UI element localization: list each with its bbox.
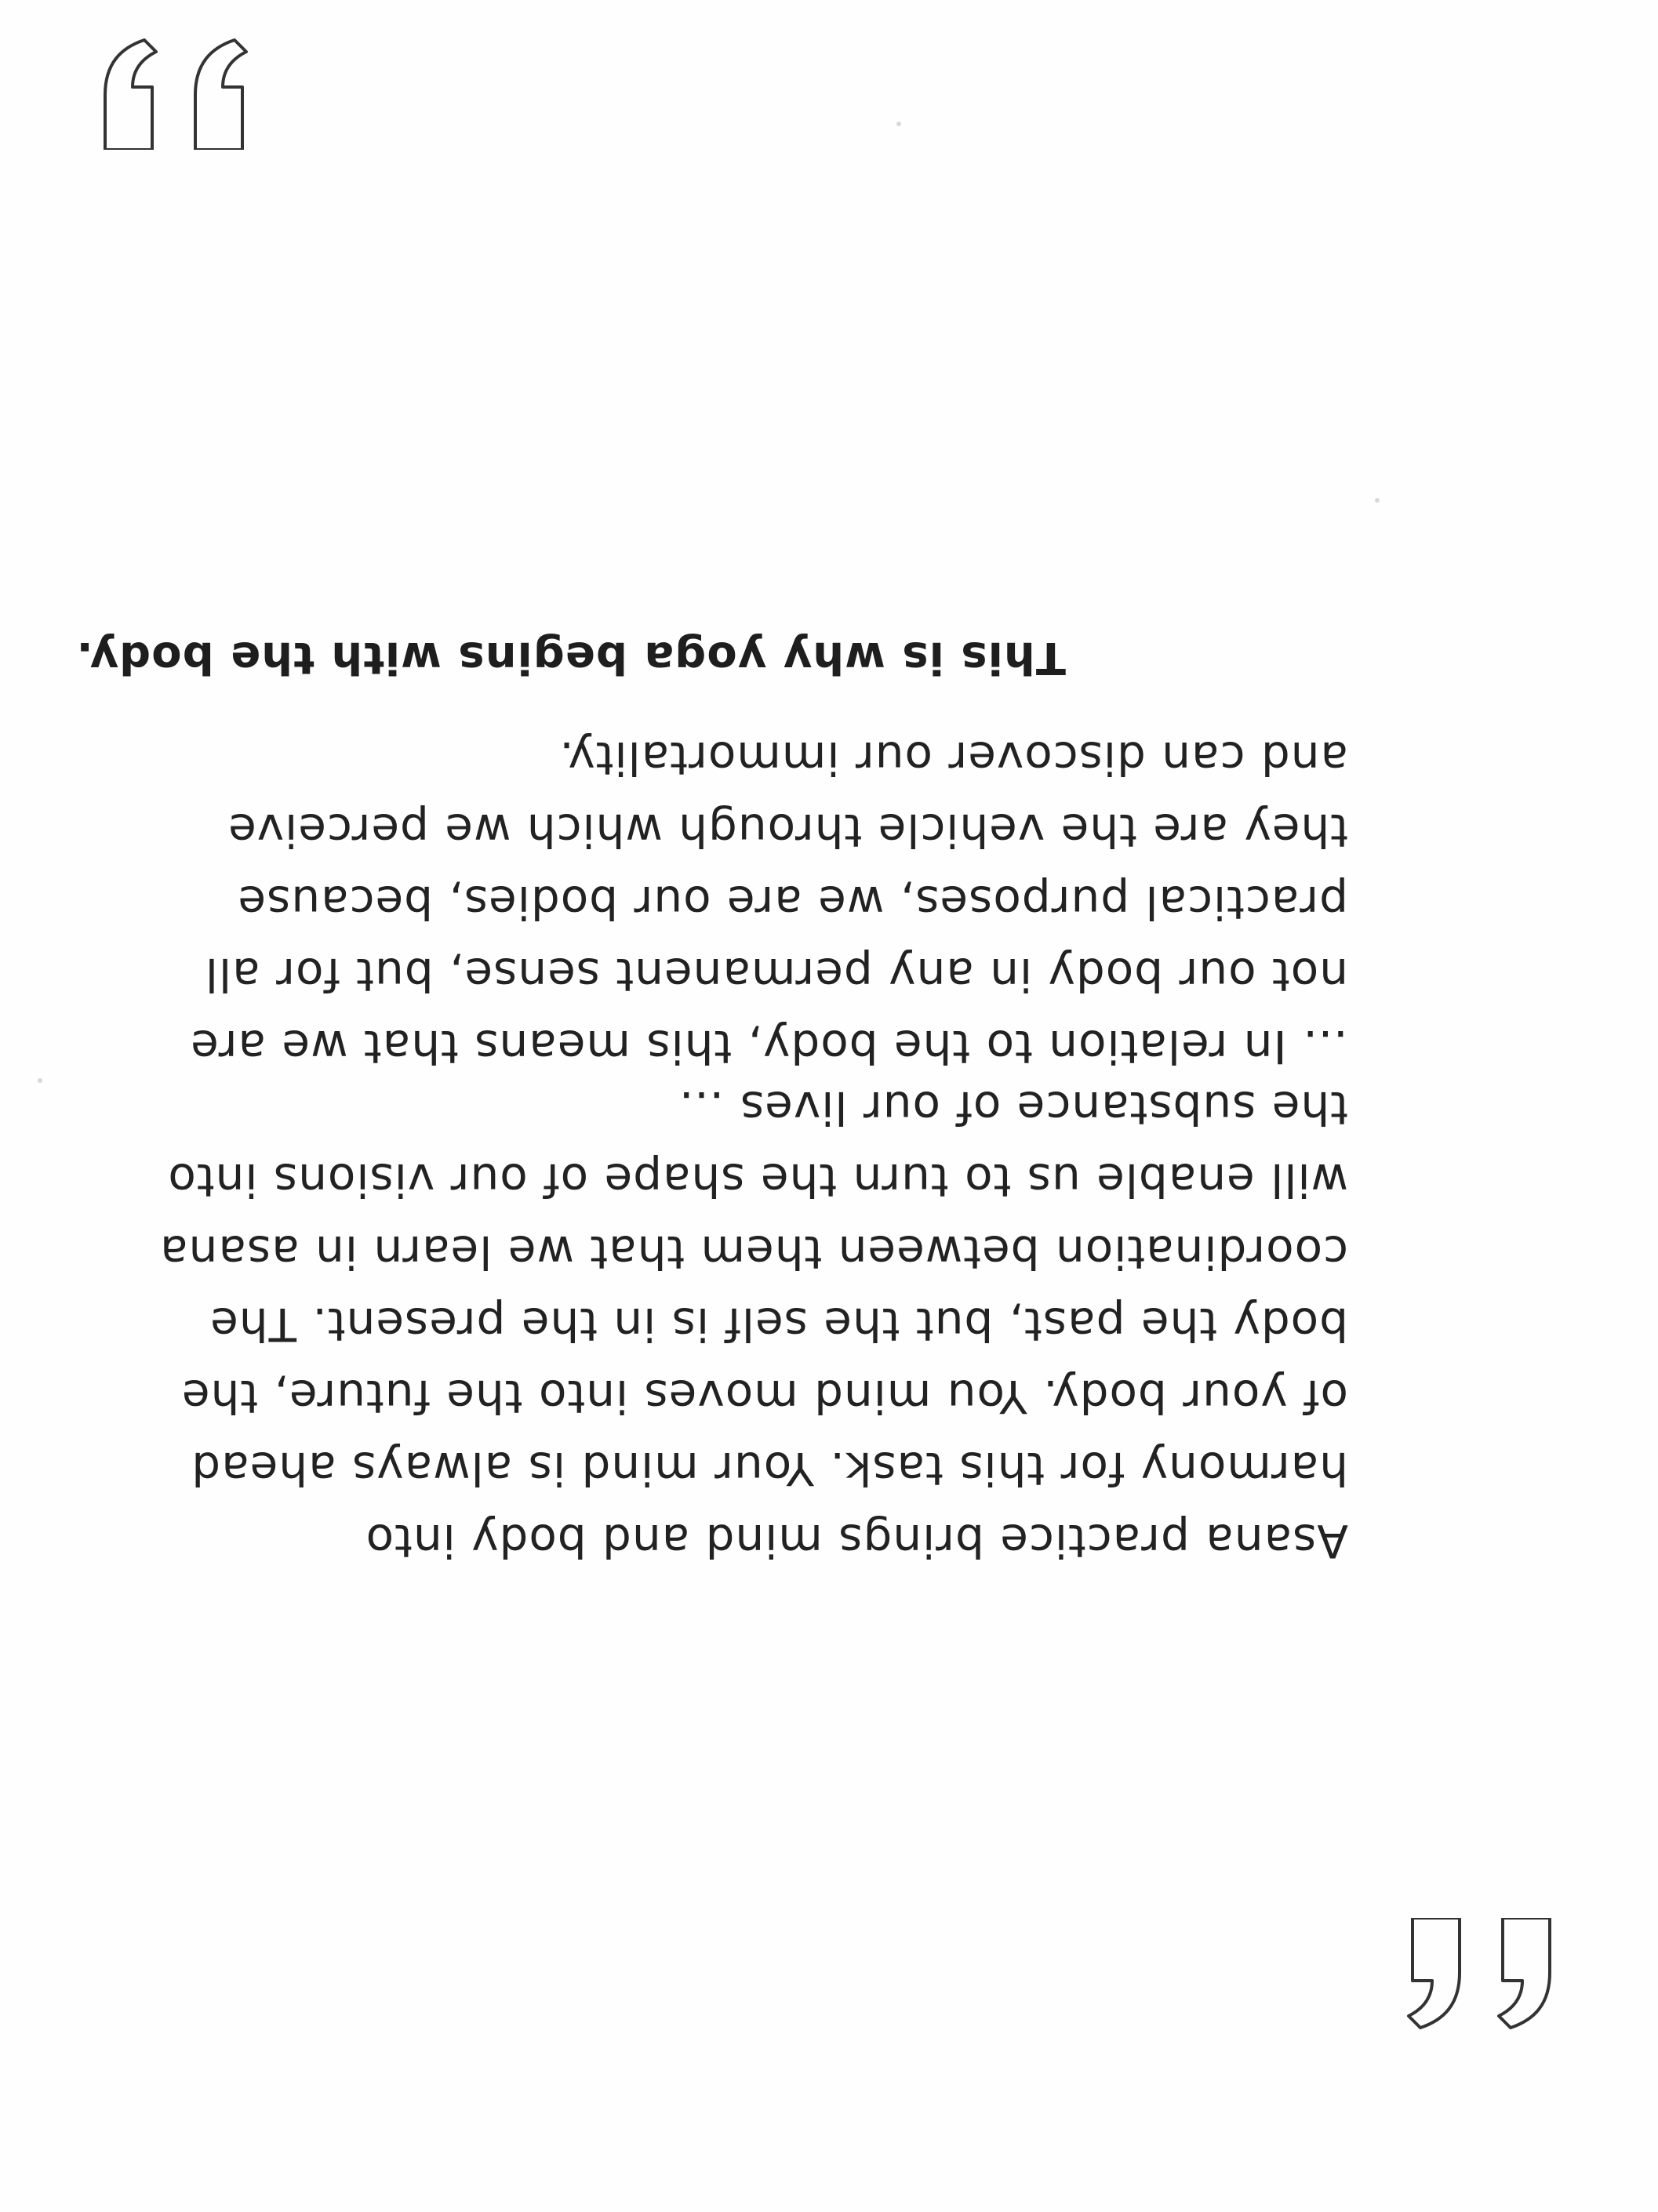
quote-line: harmony for this task. Your mind is always ahead — [191, 1442, 1348, 1495]
quote-line: body the past, but the self is in the present. The — [209, 1298, 1348, 1351]
quote-line: Asana practice brings mind and body into — [365, 1514, 1348, 1567]
quote-line: of your body. You mind moves into the future, the — [180, 1370, 1348, 1423]
scan-speck — [38, 1078, 42, 1083]
scan-speck — [1375, 498, 1380, 503]
quote-paragraph-1 — [93, 1072, 1348, 1577]
quote-line: practical purposes, we are our bodies, because — [237, 876, 1348, 929]
closing-statement: This is why yoga begins with the body. — [75, 632, 1066, 683]
close-quote-icon — [97, 24, 278, 150]
quote-line: not our body in any permanent sense, but for all — [204, 948, 1348, 1001]
quote-line: … In relation to the body, this means that we are — [190, 1020, 1348, 1073]
quote-line: the substance of our lives … — [678, 1081, 1348, 1135]
quote-line: they are the vehicle through which we perceive — [227, 804, 1348, 857]
scan-speck — [896, 122, 901, 126]
quote-line: will enable us to turn the shape of our visions into — [167, 1153, 1348, 1207]
quote-paragraph-2 — [93, 722, 1348, 1083]
quote-line: coordination between them that we learn in asana — [159, 1226, 1348, 1279]
open-quote-icon — [1377, 1918, 1558, 2043]
quote-line: and can discover our immortality. — [558, 732, 1348, 785]
